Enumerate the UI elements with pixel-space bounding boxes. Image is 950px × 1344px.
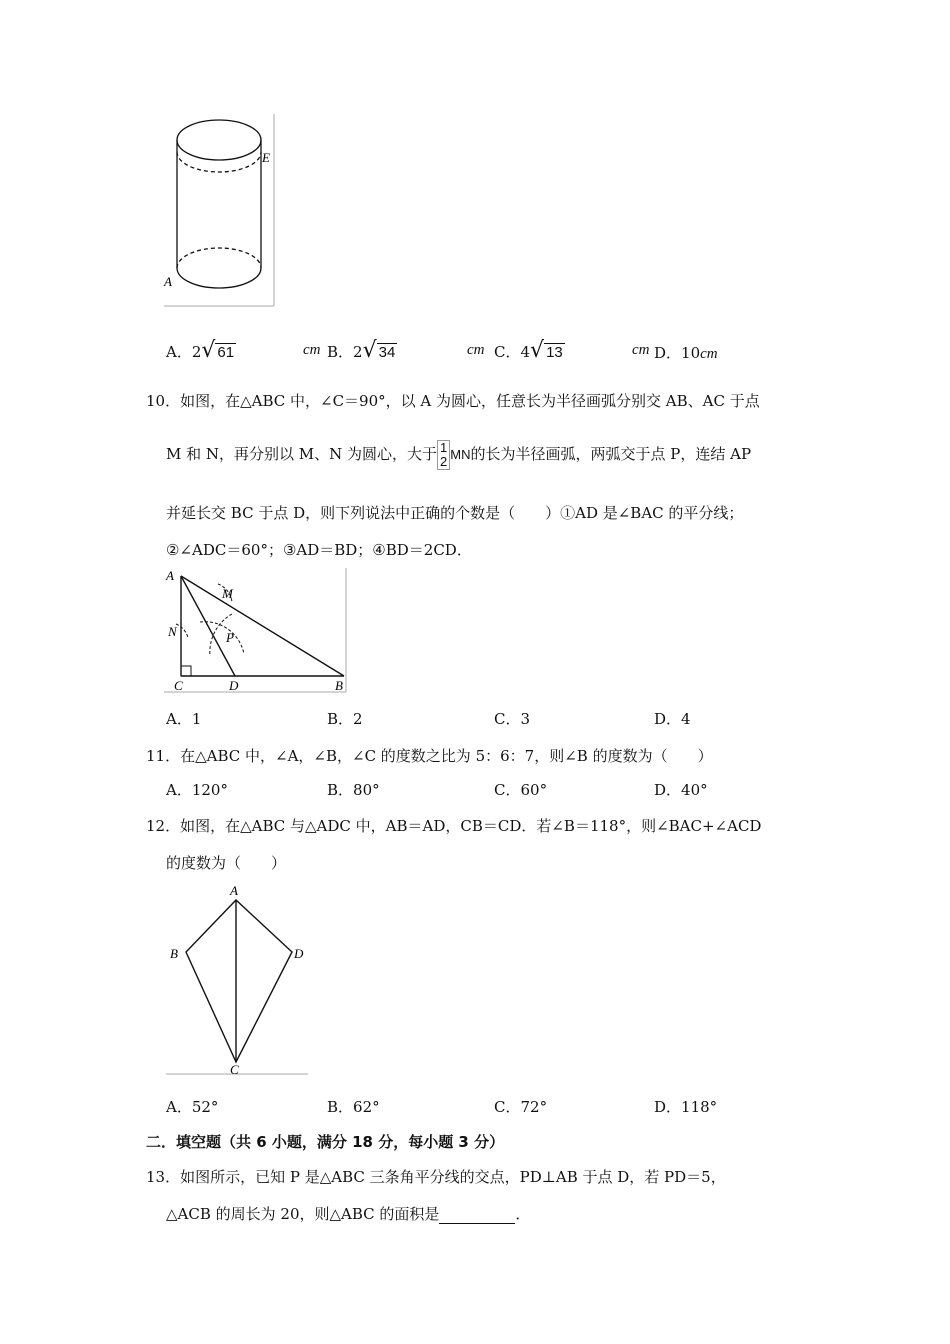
label-A: A [230,883,238,898]
q11-line1: 11．在△ABC 中，∠A，∠B，∠C 的度数之比为 5：6：7，则∠B 的度数为（ ） [146,747,713,765]
q12-line2: 的度数为（ ） [166,854,287,872]
q11-option-c[interactable]: C．60° [494,781,548,799]
q13-line2: △ACB 的周长为 20，则△ABC 的面积是 ． [166,1205,531,1223]
q10-line1: 10．如图，在△ABC 中，∠C＝90°，以 A 为圆心，任意长为半径画弧分别交 AB、AC 于点 [146,392,760,410]
q12-option-d[interactable]: D．118° [654,1098,718,1116]
q9-option-b[interactable]: B．2√ 34 [327,338,396,363]
label-A: A [166,568,174,583]
q9-option-a[interactable]: A．2√ 61 [166,338,235,363]
q13-line1: 13．如图所示，已知 P 是△ABC 三条角平分线的交点，PD⊥AB 于点 D，若 PD＝5， [146,1168,726,1186]
q9-option-a-unit: cm [303,342,321,358]
q10-option-a[interactable]: A．1 [166,710,202,728]
q10-line2: M 和 N，再分别以 M、N 为圆心，大于 1 2 MN的长为半径画弧，两弧交于点 P，连结 AP [166,440,752,469]
label-B: B [170,946,178,961]
label-C: C [230,1062,239,1077]
label-M: M [222,586,233,601]
q11-option-b[interactable]: B．80° [327,781,380,799]
q9-option-d[interactable]: D．10cm [654,344,718,362]
q9-option-c[interactable]: C．4√ 13 [494,338,563,363]
label-A: A [164,274,172,289]
label-E: E [262,150,270,165]
q11-option-d[interactable]: D．40° [654,781,708,799]
q9-option-b-unit: cm [467,342,485,358]
q12-option-a[interactable]: A．52° [166,1098,219,1116]
right-triangle-figure [162,566,352,696]
q9-option-c-unit: cm [632,342,650,358]
label-B: B [335,678,343,693]
q11-option-a[interactable]: A．120° [166,781,228,799]
q12-option-b[interactable]: B．62° [327,1098,380,1116]
q10-line4: ②∠ADC＝60°；③AD＝BD；④BD＝2CD． [166,541,472,559]
label-D: D [229,678,239,693]
q10-option-c[interactable]: C．3 [494,710,531,728]
section-heading: 二．填空题（共 6 小题，满分 18 分，每小题 3 分） [146,1133,505,1151]
kite-figure [162,880,312,1080]
q10-option-d[interactable]: D．4 [654,710,691,728]
answer-blank[interactable] [439,1207,515,1224]
fraction-half-mn: 1 2 [437,440,450,470]
q12-option-c[interactable]: C．72° [494,1098,548,1116]
q10-option-b[interactable]: B．2 [327,710,363,728]
label-P: P [226,630,234,645]
label-C: C [174,678,183,693]
label-D: D [294,946,304,961]
label-N: N [168,624,177,639]
cylinder-figure [160,110,280,310]
q12-line1: 12．如图，在△ABC 与△ADC 中，AB＝AD，CB＝CD．若∠B＝118°，则∠BAC+∠ACD [146,817,762,835]
q10-line3: 并延长交 BC 于点 D，则下列说法中正确的个数是（ ）①AD 是∠BAC 的平分线； [166,504,744,522]
